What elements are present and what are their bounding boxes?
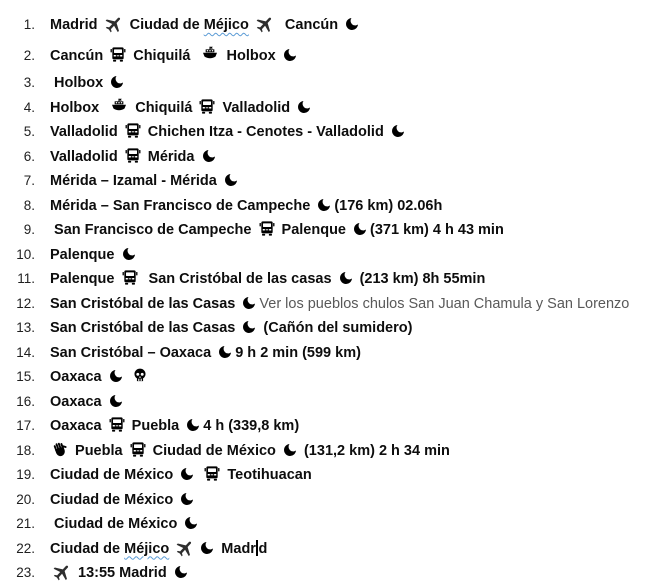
itinerary-item <box>0 316 654 341</box>
itinerary-item <box>0 537 654 562</box>
item-text[interactable] <box>50 464 312 488</box>
list-number: 19. <box>16 467 35 482</box>
list-number: 5. <box>23 124 35 139</box>
text-run: Valladolid <box>50 124 122 140</box>
list-number: 11. <box>17 271 35 286</box>
item-text[interactable] <box>50 97 314 121</box>
text-run: Puebla <box>71 442 127 459</box>
item-text[interactable] <box>50 219 504 243</box>
itinerary-item <box>0 44 654 69</box>
list-number: 23. <box>16 565 35 580</box>
list-number: 14. <box>16 344 35 360</box>
list-number: 4. <box>23 99 35 115</box>
text-run: Ciudad de México <box>50 467 178 483</box>
text-run: Holbox <box>50 99 108 116</box>
item-text[interactable] <box>50 342 361 366</box>
text-run: San Cristóbal de las Casas <box>50 320 240 336</box>
list-number: 12. <box>16 295 35 311</box>
text-run: (213 km) 8h 55min <box>355 271 486 287</box>
list-number: 22. <box>16 540 35 556</box>
text-run: Ciudad de México <box>50 516 182 532</box>
bus-icon <box>256 219 278 243</box>
text-run: 4 h (339,8 km) <box>203 418 300 434</box>
item-text[interactable] <box>50 366 150 390</box>
item-text[interactable] <box>50 317 412 341</box>
ferry-icon <box>107 97 131 121</box>
list-number: 9. <box>23 222 35 237</box>
list-number: 6. <box>23 148 35 164</box>
bus-icon <box>122 146 144 170</box>
text-run: Mérida <box>143 148 199 165</box>
text-run: (176 km) 02.06h <box>334 197 443 214</box>
itinerary-item <box>0 341 654 366</box>
text-run: Madr <box>217 540 256 557</box>
text-run: Oaxaca <box>50 393 106 410</box>
itinerary-item <box>0 292 654 317</box>
list-number: 20. <box>16 491 35 507</box>
bus-icon <box>107 45 129 69</box>
list-number: 2. <box>23 47 35 63</box>
text-run: Chiquilá <box>129 47 199 64</box>
misspelled-word: Méjico <box>124 540 170 557</box>
text-run: (371 km) 4 h 43 min <box>370 222 504 238</box>
airplane-icon <box>173 538 197 562</box>
text-run: Chichen Itza - Cenotes - Valladolid <box>143 124 388 140</box>
item-text[interactable] <box>50 415 299 439</box>
moon-icon <box>239 317 259 341</box>
moon-icon <box>106 366 126 390</box>
airplane-icon <box>102 14 126 38</box>
ferry-icon <box>198 45 222 69</box>
text-run: Mérida – San Francisco de Campeche <box>50 197 315 214</box>
text-run: San Cristóbal de las Casas <box>50 295 240 312</box>
text-run: Cancún <box>50 47 108 64</box>
text-run: Holbox <box>222 47 280 64</box>
moon-icon <box>106 391 126 415</box>
moon-icon <box>119 244 139 268</box>
bus-icon <box>201 464 223 488</box>
moon-icon <box>280 440 300 464</box>
list-number: 21. <box>16 516 35 531</box>
text-run: Cancún <box>276 17 343 33</box>
itinerary-item <box>0 96 654 121</box>
item-text[interactable] <box>50 513 201 537</box>
item-text[interactable] <box>50 244 139 268</box>
itinerary-item <box>0 194 654 219</box>
item-text[interactable] <box>50 14 362 38</box>
itinerary-list <box>0 13 654 586</box>
moon-icon <box>107 72 127 96</box>
text-run: 13:55 Madrid <box>74 565 171 581</box>
list-number: 1. <box>23 17 35 32</box>
text-run: Palenque <box>277 222 351 238</box>
text-run: Oaxaca <box>50 418 106 434</box>
itinerary-item <box>0 145 654 170</box>
text-run: Chiquilá <box>131 99 197 116</box>
item-text[interactable] <box>50 538 267 562</box>
misspelled-word: Méjico <box>203 17 249 33</box>
item-text[interactable] <box>50 562 191 586</box>
itinerary-item <box>0 243 654 268</box>
itinerary-item <box>0 561 654 586</box>
itinerary-item <box>0 13 654 38</box>
text-run: Teotihuacan <box>223 467 312 483</box>
item-text[interactable] <box>50 72 127 96</box>
text-run: Ciudad de <box>50 540 125 557</box>
item-text[interactable] <box>50 195 442 219</box>
itinerary-item <box>0 512 654 537</box>
text-run: Ciudad de <box>125 17 204 33</box>
text-run: Valladolid <box>218 99 295 116</box>
text-run: Holbox <box>50 75 108 91</box>
waving-hand-icon <box>50 440 71 464</box>
text-run: d <box>258 540 268 557</box>
moon-icon <box>239 293 259 317</box>
moon-icon <box>314 195 334 219</box>
moon-icon <box>171 562 191 586</box>
moon-icon <box>342 14 362 38</box>
item-text[interactable] <box>50 293 629 317</box>
item-text[interactable] <box>50 170 241 194</box>
moon-icon <box>350 219 370 243</box>
bus-icon <box>122 121 144 145</box>
text-run: (131,2 km) 2 h 34 min <box>299 442 450 459</box>
moon-icon <box>199 146 219 170</box>
list-number: 8. <box>23 197 35 213</box>
itinerary-item <box>0 463 654 488</box>
note-text: Ver los pueblos chulos San Juan Chamula y San Lorenzo <box>259 295 630 312</box>
text-run: Ciudad de México <box>148 442 280 459</box>
itinerary-item <box>0 414 654 439</box>
bus-icon <box>196 97 218 121</box>
text-run: Mérida – Izamal - Mérida <box>50 173 221 189</box>
text-run: San Cristóbal de las casas <box>140 271 336 287</box>
item-text[interactable] <box>50 440 450 464</box>
itinerary-item <box>0 218 654 243</box>
moon-icon <box>294 97 314 121</box>
list-number: 15. <box>16 369 35 384</box>
moon-icon <box>388 121 408 145</box>
list-number: 13. <box>16 320 35 335</box>
bus-icon <box>106 415 128 439</box>
list-number: 7. <box>23 173 35 188</box>
bus-icon <box>119 268 141 292</box>
text-run: Valladolid <box>50 148 122 165</box>
list-number: 18. <box>16 442 35 458</box>
itinerary-item <box>0 488 654 513</box>
moon-icon <box>221 170 241 194</box>
itinerary-item <box>0 120 654 145</box>
text-run: Madrid <box>50 17 102 33</box>
text-run: San Francisco de Campeche <box>50 222 256 238</box>
itinerary-item <box>0 169 654 194</box>
item-text[interactable] <box>50 45 300 69</box>
moon-icon <box>215 342 235 366</box>
list-number: 10. <box>16 246 35 262</box>
list-number: 3. <box>23 75 35 90</box>
item-text[interactable] <box>50 489 197 513</box>
skull-icon <box>130 366 150 390</box>
moon-icon <box>177 489 197 513</box>
item-text[interactable] <box>50 146 219 170</box>
text-run: Palenque <box>50 246 119 263</box>
moon-icon <box>183 415 203 439</box>
moon-icon <box>177 464 197 488</box>
moon-icon <box>336 268 356 292</box>
itinerary-item <box>0 365 654 390</box>
itinerary-item <box>0 71 654 96</box>
itinerary-item <box>0 390 654 415</box>
itinerary-item <box>0 267 654 292</box>
item-text[interactable] <box>50 268 485 292</box>
item-text[interactable] <box>50 391 126 415</box>
text-run: San Cristóbal – Oaxaca <box>50 344 216 361</box>
list-number: 16. <box>16 393 35 409</box>
moon-icon <box>197 538 217 562</box>
itinerary-item <box>0 439 654 464</box>
airplane-icon <box>253 14 277 38</box>
text-run: (Cañón del sumidero) <box>259 320 413 336</box>
text-run: Puebla <box>127 418 184 434</box>
moon-icon <box>280 45 300 69</box>
list-number: 17. <box>16 418 35 433</box>
item-text[interactable] <box>50 121 408 145</box>
text-run: Oaxaca <box>50 369 106 385</box>
text-run: Palenque <box>50 271 119 287</box>
airplane-icon <box>50 562 74 586</box>
text-run: 9 h 2 min (599 km) <box>235 344 361 361</box>
text-run: Ciudad de México <box>50 491 178 508</box>
bus-icon <box>127 440 149 464</box>
